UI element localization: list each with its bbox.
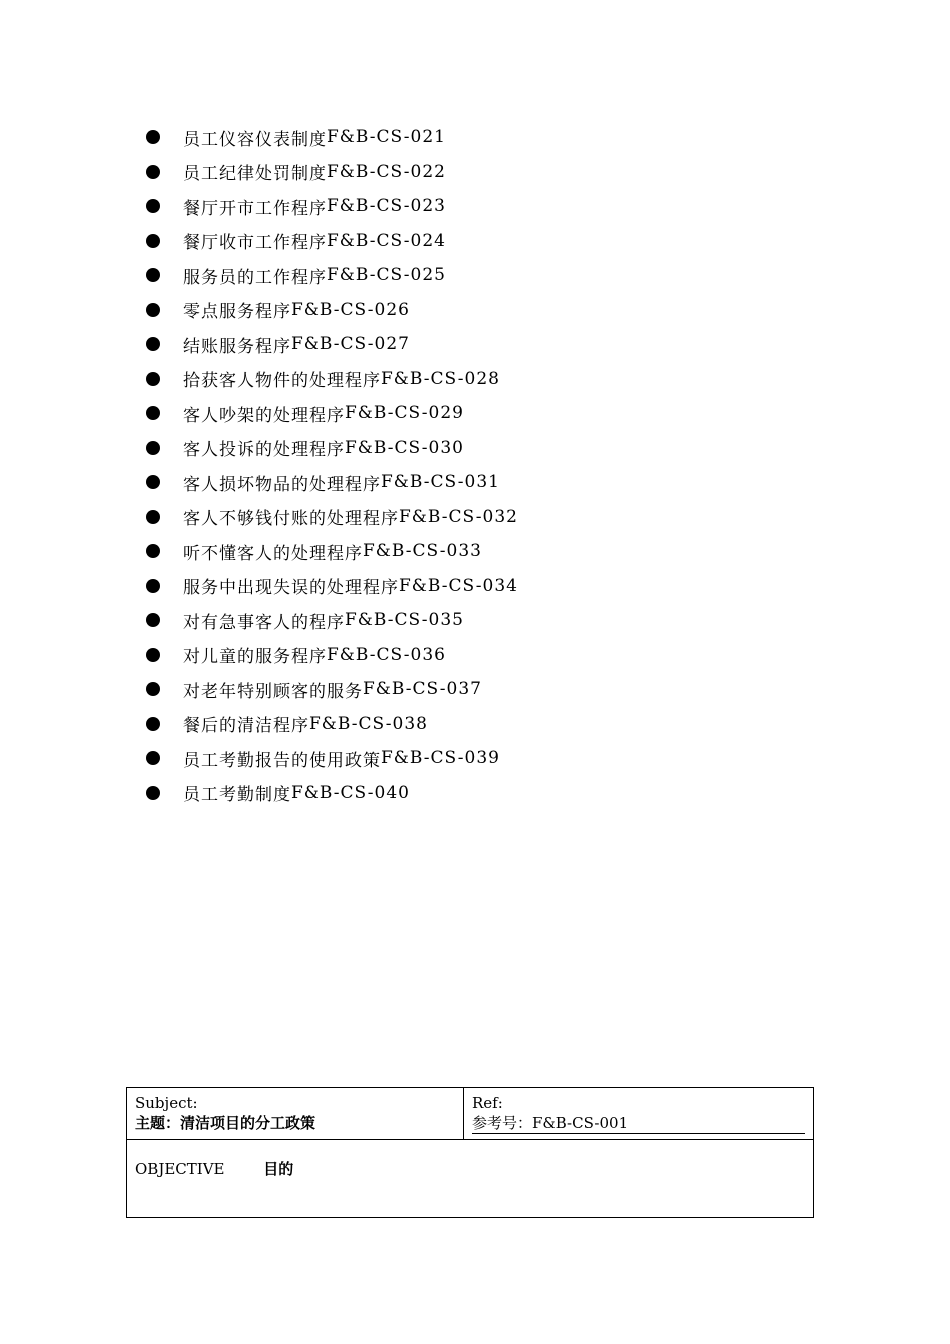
bullet-icon	[146, 234, 160, 248]
list-item	[146, 638, 518, 673]
list-item	[146, 362, 518, 397]
objective-row	[127, 1140, 813, 1217]
procedure-code: F&B-CS-026	[291, 299, 410, 320]
objective-cn-label: 目的	[263, 1160, 294, 1178]
procedure-code: F&B-CS-024	[327, 230, 446, 251]
procedure-title: 客人吵架的处理程序	[183, 405, 345, 426]
procedure-code: F&B-CS-021	[327, 127, 446, 148]
bullet-icon	[146, 717, 160, 731]
procedure-title: 对老年特别顾客的服务	[183, 681, 363, 702]
list-item	[146, 500, 518, 535]
ref-cell	[464, 1088, 813, 1139]
procedure-code: F&B-CS-028	[381, 368, 500, 389]
subject-cell	[127, 1088, 464, 1139]
list-item	[146, 534, 518, 569]
procedure-title: 客人投诉的处理程序	[183, 440, 345, 461]
procedure-code: F&B-CS-027	[291, 334, 410, 355]
bullet-icon	[146, 648, 160, 662]
procedure-code: F&B-CS-040	[291, 782, 410, 803]
procedure-title: 餐厅开市工作程序	[183, 198, 327, 219]
procedure-code: F&B-CS-036	[327, 644, 446, 665]
bullet-icon	[146, 372, 160, 386]
bullet-icon	[146, 544, 160, 558]
procedure-title: 拾获客人物件的处理程序	[183, 371, 381, 392]
procedure-code: F&B-CS-037	[363, 679, 482, 700]
bullet-icon	[146, 682, 160, 696]
procedure-code: F&B-CS-034	[399, 575, 518, 596]
procedure-code: F&B-CS-029	[345, 403, 464, 424]
procedure-code: F&B-CS-035	[345, 610, 464, 631]
bullet-icon	[146, 441, 160, 455]
list-item	[146, 465, 518, 500]
procedure-title: 员工考勤制度	[183, 785, 291, 806]
procedure-code: F&B-CS-025	[327, 265, 446, 286]
list-item	[146, 189, 518, 224]
list-item	[146, 741, 518, 776]
ref-label: Ref:	[472, 1094, 503, 1112]
subject-value: 主题：清洁项目的分工政策	[135, 1114, 316, 1132]
procedure-code: F&B-CS-038	[309, 713, 428, 734]
procedure-title: 餐后的清洁程序	[183, 716, 309, 737]
bullet-icon	[146, 579, 160, 593]
procedure-code: F&B-CS-023	[327, 196, 446, 217]
procedure-title: 对有急事客人的程序	[183, 612, 345, 633]
procedure-title: 对儿童的服务程序	[183, 647, 327, 668]
procedure-title: 服务员的工作程序	[183, 267, 327, 288]
header-row	[127, 1088, 813, 1140]
procedure-title: 服务中出现失误的处理程序	[183, 578, 399, 599]
list-item	[146, 569, 518, 604]
bullet-icon	[146, 337, 160, 351]
list-item	[146, 603, 518, 638]
procedure-title: 客人不够钱付账的处理程序	[183, 509, 399, 530]
procedure-title: 餐厅收市工作程序	[183, 233, 327, 254]
objective-label: OBJECTIVE	[135, 1160, 225, 1178]
header-table	[126, 1087, 814, 1218]
procedure-title: 员工考勤报告的使用政策	[183, 750, 381, 771]
procedure-title: 结账服务程序	[183, 336, 291, 357]
procedure-title: 零点服务程序	[183, 302, 291, 323]
bullet-icon	[146, 130, 160, 144]
bullet-icon	[146, 751, 160, 765]
list-item	[146, 293, 518, 328]
procedure-list	[146, 120, 518, 810]
bullet-icon	[146, 475, 160, 489]
procedure-code: F&B-CS-033	[363, 541, 482, 562]
bullet-icon	[146, 786, 160, 800]
procedure-code: F&B-CS-032	[399, 506, 518, 527]
list-item	[146, 431, 518, 466]
list-item	[146, 707, 518, 742]
list-item	[146, 396, 518, 431]
list-item	[146, 776, 518, 811]
bullet-icon	[146, 406, 160, 420]
subject-label: Subject:	[135, 1094, 198, 1112]
procedure-title: 客人损坏物品的处理程序	[183, 474, 381, 495]
procedure-title: 听不懂客人的处理程序	[183, 543, 363, 564]
list-item	[146, 120, 518, 155]
bullet-icon	[146, 510, 160, 524]
ref-value: 参考号：F&B-CS-001	[472, 1113, 805, 1134]
list-item	[146, 672, 518, 707]
bullet-icon	[146, 268, 160, 282]
bullet-icon	[146, 199, 160, 213]
bullet-icon	[146, 303, 160, 317]
list-item	[146, 258, 518, 293]
procedure-code: F&B-CS-030	[345, 437, 464, 458]
bullet-icon	[146, 613, 160, 627]
procedure-code: F&B-CS-022	[327, 161, 446, 182]
list-item	[146, 327, 518, 362]
procedure-code: F&B-CS-039	[381, 748, 500, 769]
procedure-title: 员工纪律处罚制度	[183, 164, 327, 185]
bullet-icon	[146, 165, 160, 179]
list-item	[146, 224, 518, 259]
list-item	[146, 155, 518, 190]
procedure-code: F&B-CS-031	[381, 472, 500, 493]
procedure-title: 员工仪容仪表制度	[183, 129, 327, 150]
